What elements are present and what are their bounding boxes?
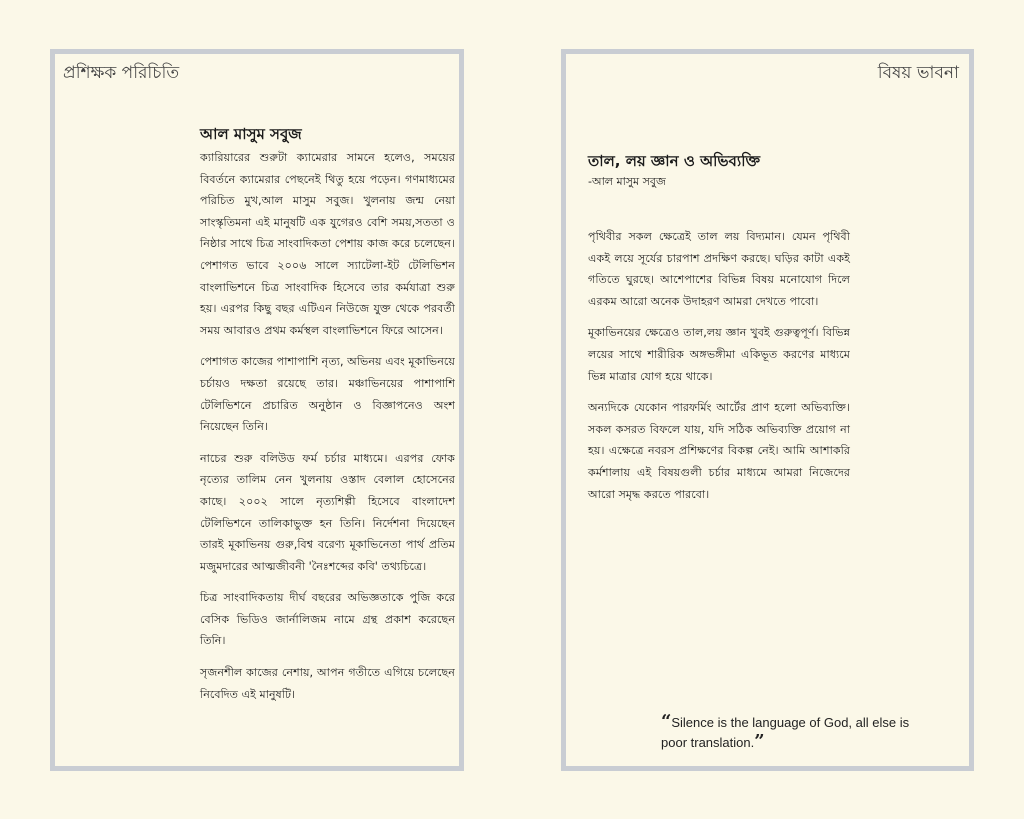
quote-block xyxy=(661,712,921,752)
section-title: বিষয় ভাবনা xyxy=(877,63,959,83)
bio-paragraph: সৃজনশীল কাজের নেশায়, আপন গতীতে এগিয়ে চলেছেন নিবেদিত এই মানুষটি। xyxy=(200,666,455,701)
article-header xyxy=(588,150,948,190)
bio-paragraph: নাচের শুরু বলিউড ফর্ম চর্চার মাধ্যমে। এরপর ফোক নৃত্যের তালিম নেন খুলনায় ওস্তাদ বেলাল হোসেনের কাছে। ২০০২ সালে নৃত্যশিল্পী হিসেবে বাংলাদেশ টেলিভিশনে তালিকাভুক্ত হন তিনি। নির্দেশনা দিয়েছেন তারই মূকাভিনয় গুরু,বিশ্ব বরেণ্য মূকাভিনেতা পার্থ প্রতিম মজুমদারের আত্মজীবনী 'নৈঃশব্দের কবি' তথ্যচিত্রে। xyxy=(200,451,455,573)
section-title: প্রশিক্ষক পরিচিতি xyxy=(63,63,180,83)
trainer-name: আল মাসুম সবুজ xyxy=(200,125,302,143)
article-paragraph: পৃথিবীর সকল ক্ষেত্রেই তাল লয় বিদ্যমান। যেমন পৃথিবী একই লয়ে সূর্যের চারপাশ প্রদক্ষিণ করছে। ঘড়ির কাটা একই গতিতে ঘুরছে। আশেপাশের বিভিন্ন বিষয় মনোযোগ দিলে এরকম আরো অনেক উদাহরণ আমরা দেখতে পাবো। xyxy=(588,230,850,308)
open-quote-mark: “ xyxy=(661,711,672,732)
bio-paragraph: পেশাগত কাজের পাশাপাশি নৃত্য, অভিনয় এবং মূকাভিনয়ে চর্চায়ও দক্ষতা রয়েছে তার। মঞ্চাভিনয়ের পাশাপাশি টেলিভিশনে প্রচারিত অনুষ্ঠান ও বিজ্ঞাপনেও অংশ নিয়েছেন তিনি। xyxy=(200,355,455,434)
article-body xyxy=(588,226,850,515)
article-paragraph: অন্যদিকে যেকোন পারফর্মিং আর্টের প্রাণ হলো অভিব্যক্তি। সকল কসরত বিফলে যায়, যদি সঠিক অভিব্যক্তি প্রয়োগ না হয়। এক্ষেত্রে নবরস প্রশিক্ষণের বিকল্প নেই। আমি আশাকরি কর্মশালায় এই বিষয়গুলী চর্চার মাধ্যমে আমরা নিজেদের আরো সমৃদ্ধ করতে পারবো। xyxy=(588,401,850,501)
trainer-intro-panel xyxy=(50,49,464,771)
article-title: তাল, লয় জ্ঞান ও অভিব্যক্তি xyxy=(588,152,761,170)
bio-paragraph: চিত্র সাংবাদিকতায় দীর্ঘ বছরের অভিজ্ঞতাকে পুজি করে বেসিক ভিডিও জার্নালিজম নামে গ্রন্থ প্রকাশ করেছেন তিনি। xyxy=(200,591,455,648)
trainer-bio xyxy=(200,123,455,715)
topic-thoughts-panel xyxy=(561,49,974,771)
article-byline: -আল মাসুম সবুজ xyxy=(588,175,666,188)
bio-paragraph: ক্যারিয়ারের শুরুটা ক্যামেরার সামনে হলেও, সময়ের বিবর্তনে ক্যামেরার পেছনেই থিতু হয়ে পড়েন। গণমাধ্যমের পরিচিত মুখ,আল মাসুম সবুজ। খুলনায় জন্ম নেয়া সাংস্কৃতিমনা এই মানুষটি এক যুগেরও বেশি সময়,সততা ও নিষ্ঠার সাথে চিত্র সাংবাদিকতা পেশায় কাজ করে চলেছেন। পেশাগত ভাবে ২০০৬ সালে স্যাটেলা-ইট টেলিভিশন বাংলাভিশনে চিত্র সাংবাদিক হিসেবে তার কর্মযাত্রা শুরু হয়। এরপর কিছু বছর এটিএন নিউজে যুক্ত থেকে পরবর্তী সময় আবারও প্রথম কর্মস্থল বাংলাভিশনে ফিরে আসেন। xyxy=(200,151,455,337)
article-paragraph: মূকাভিনয়ের ক্ষেত্রেও তাল,লয় জ্ঞান খুবই গুরুত্বপূর্ণ। বিভিন্ন লয়ের সাথে শারীরিক অঙ্গভঙ্গীমা একিভূত করণের মাধ্যমে ভিন্ন মাত্রার যোগ হয়ে থাকে। xyxy=(588,326,850,383)
quote-text: Silence is the language of God, all else is poor translation. xyxy=(661,715,910,750)
close-quote-mark: ” xyxy=(754,731,765,752)
